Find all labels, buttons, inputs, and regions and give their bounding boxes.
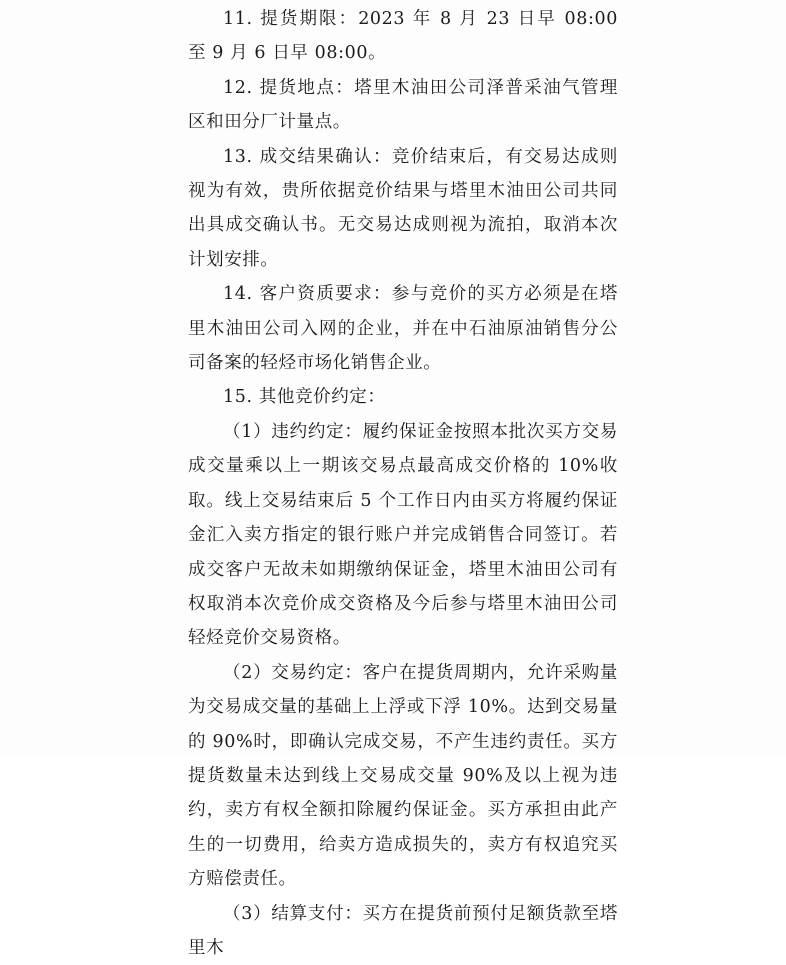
clause-12-delivery-location: 12. 提货地点：塔里木油田公司泽普采油气管理区和田分厂计量点。 <box>188 77 618 133</box>
document-body <box>188 2 618 958</box>
clause-14-customer-qualification: 14. 客户资质要求：参与竞价的买方必须是在塔里木油田公司入网的企业，并在中石油原油销售分公司备案的轻烃市场化销售企业。 <box>188 284 618 374</box>
clause-11-delivery-period: 11. 提货期限：2023 年 8 月 23 日早 08:00 至 9 月 6 日早 08:00。 <box>188 9 618 64</box>
subclause-3-settlement: （3）结算支付：买方在提货前预付足额货款至塔里木 <box>188 903 618 958</box>
subclause-1-default: （1）违约约定：履约保证金按照本批次买方交易成交量乘以上一期该交易点最高成交价格的 10%收取。线上交易结束后 5 个工作日内由买方将履约保证金汇入卖方指定的银行账户并完成销售合同签订。若成交客户无故未如期缴纳保证金，塔里木油田公司有权取消本次竞价成交资格及今后参与塔里木油田公司轻烃竞价交易资格。 <box>188 421 618 649</box>
subclause-2-transaction: （2）交易约定：客户在提货周期内，允许采购量为交易成交量的基础上上浮或下浮 10%。达到交易量的 90%时，即确认完成交易，不产生违约责任。买方提货数量未达到线上交易成交量 90%及以上视为违约，卖方有权全额扣除履约保证金。买方承担由此产生的一切费用，给卖方造成损失的，卖方有权追究买方赔偿责任。 <box>188 662 618 890</box>
clause-13-result-confirmation: 13. 成交结果确认：竞价结束后，有交易达成则视为有效，贵所依据竞价结果与塔里木油田公司共同出具成交确认书。无交易达成则视为流拍，取消本次计划安排。 <box>188 146 618 270</box>
clause-15-other-terms: 15. 其他竞价约定： <box>223 387 386 408</box>
